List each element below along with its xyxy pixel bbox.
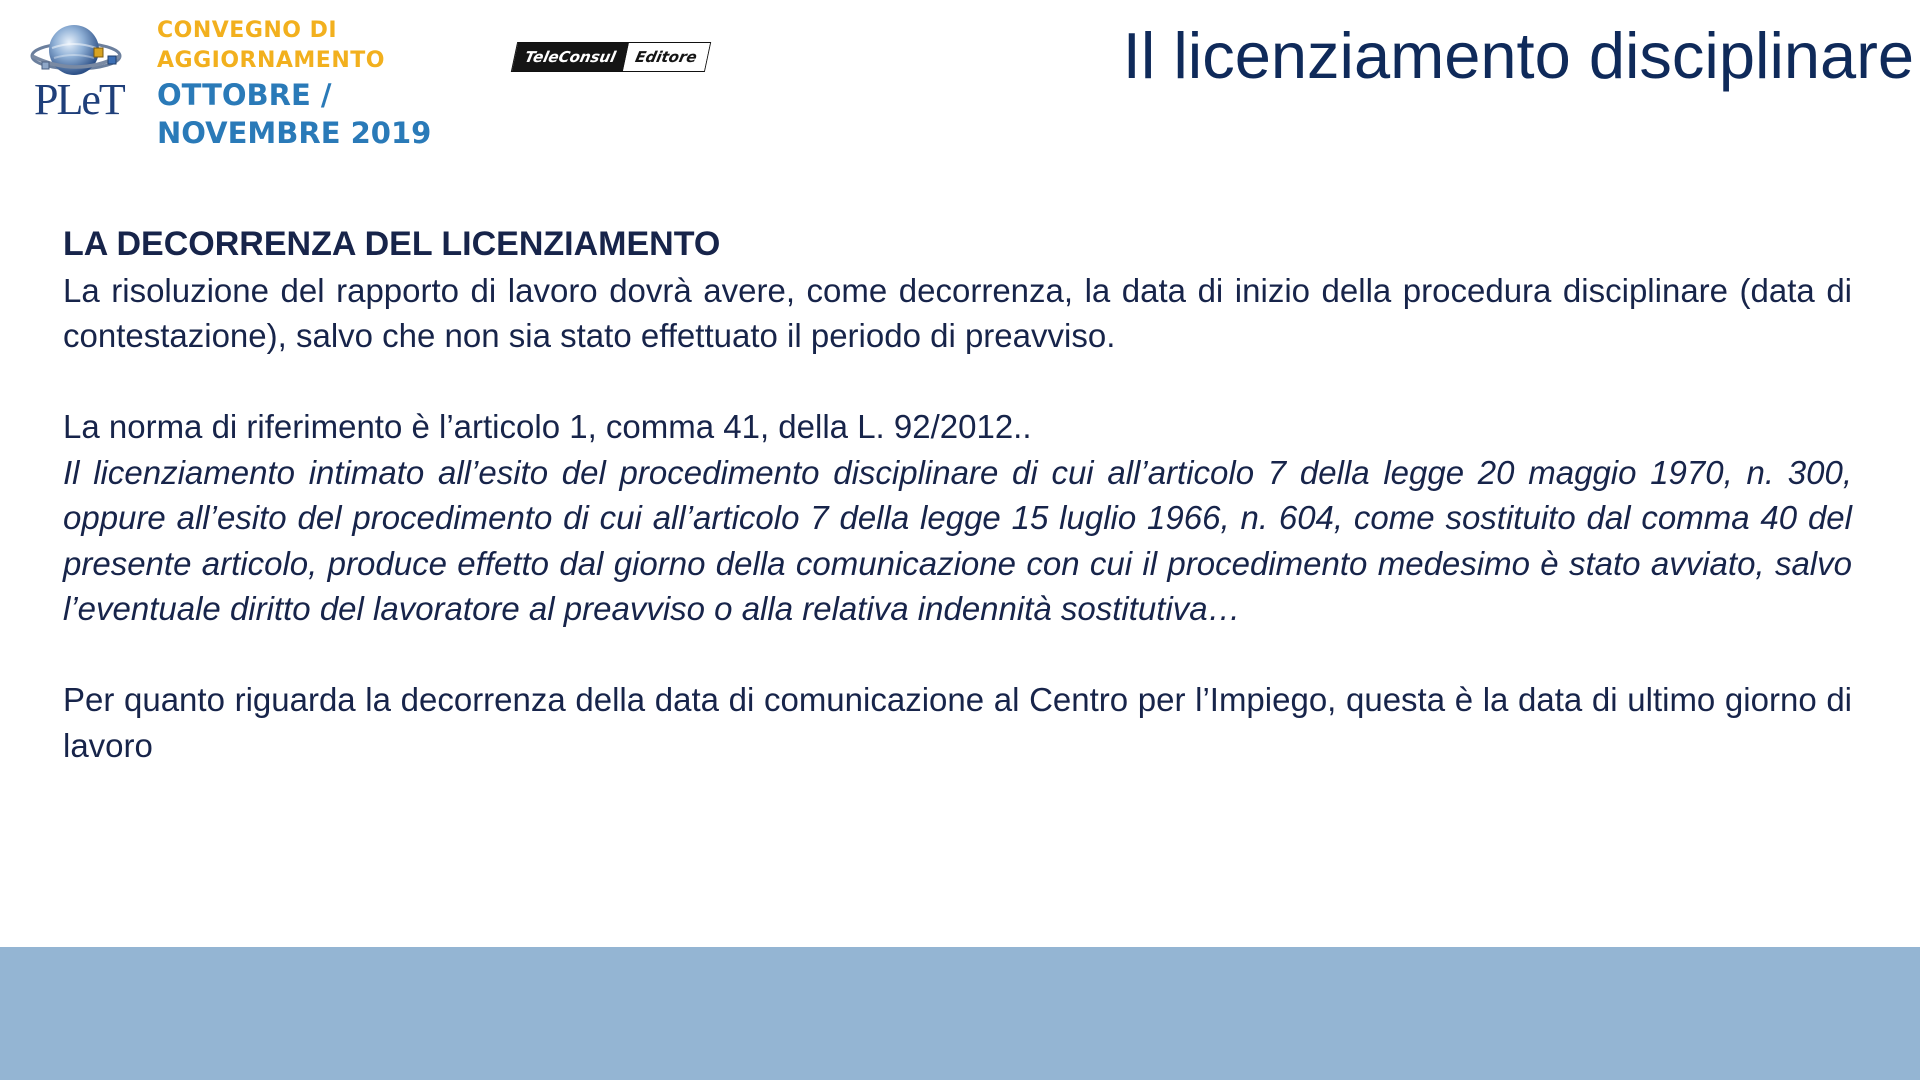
footer-band: [0, 947, 1920, 1080]
teleconsul-logo-part2: Editore: [623, 43, 710, 71]
event-line-1: CONVEGNO DI: [157, 18, 338, 43]
spacer: [63, 632, 1852, 678]
event-info: [157, 16, 431, 152]
event-line-3: OTTOBRE /: [157, 78, 332, 112]
paragraph-reference: La norma di riferimento è l’articolo 1, comma 41, della L. 92/2012..: [63, 408, 1032, 445]
teleconsul-logo: [511, 42, 711, 72]
event-line-4: NOVEMBRE 2019: [157, 116, 432, 150]
plet-logo: [30, 18, 130, 128]
teleconsul-logo-part1: TeleConsul: [512, 43, 628, 71]
slide-content: [63, 222, 1852, 768]
paragraph-decorrenza: La risoluzione del rapporto di lavoro dovrà avere, come decorrenza, la data di inizio della procedura disciplinare (data di contestazione), salvo che non sia stato effettuato il periodo di preavviso.: [63, 271, 1852, 354]
section-heading: LA DECORRENZA DEL LICENZIAMENTO: [63, 225, 721, 263]
event-line-2: AGGIORNAMENTO: [157, 48, 385, 73]
law-quote: Il licenziamento intimato all’esito del procedimento disciplinare di cui all’articolo 7 della legge 20 maggio 1970, n. 300, oppure all’esito del procedimento di cui all’articolo 7 della legge 15 luglio 1966, n. 604, come sostituito dal comma 40 del presente articolo, produce effetto dal giorno della comunicazione con cui il procedimento medesimo è stato avviato, salvo l’eventuale diritto del lavoratore al preavviso o alla relativa indennità sostitutiva…: [63, 453, 1852, 627]
paragraph-centro-impiego: Per quanto riguarda la decorrenza della data di comunicazione al Centro per l’Impiego, questa è la data di ultimo giorno di lavoro: [63, 681, 1852, 764]
page-title: Il licenziamento disciplinare: [1122, 19, 1914, 92]
plet-logo-text: PLeT: [34, 75, 124, 124]
spacer: [63, 359, 1852, 405]
